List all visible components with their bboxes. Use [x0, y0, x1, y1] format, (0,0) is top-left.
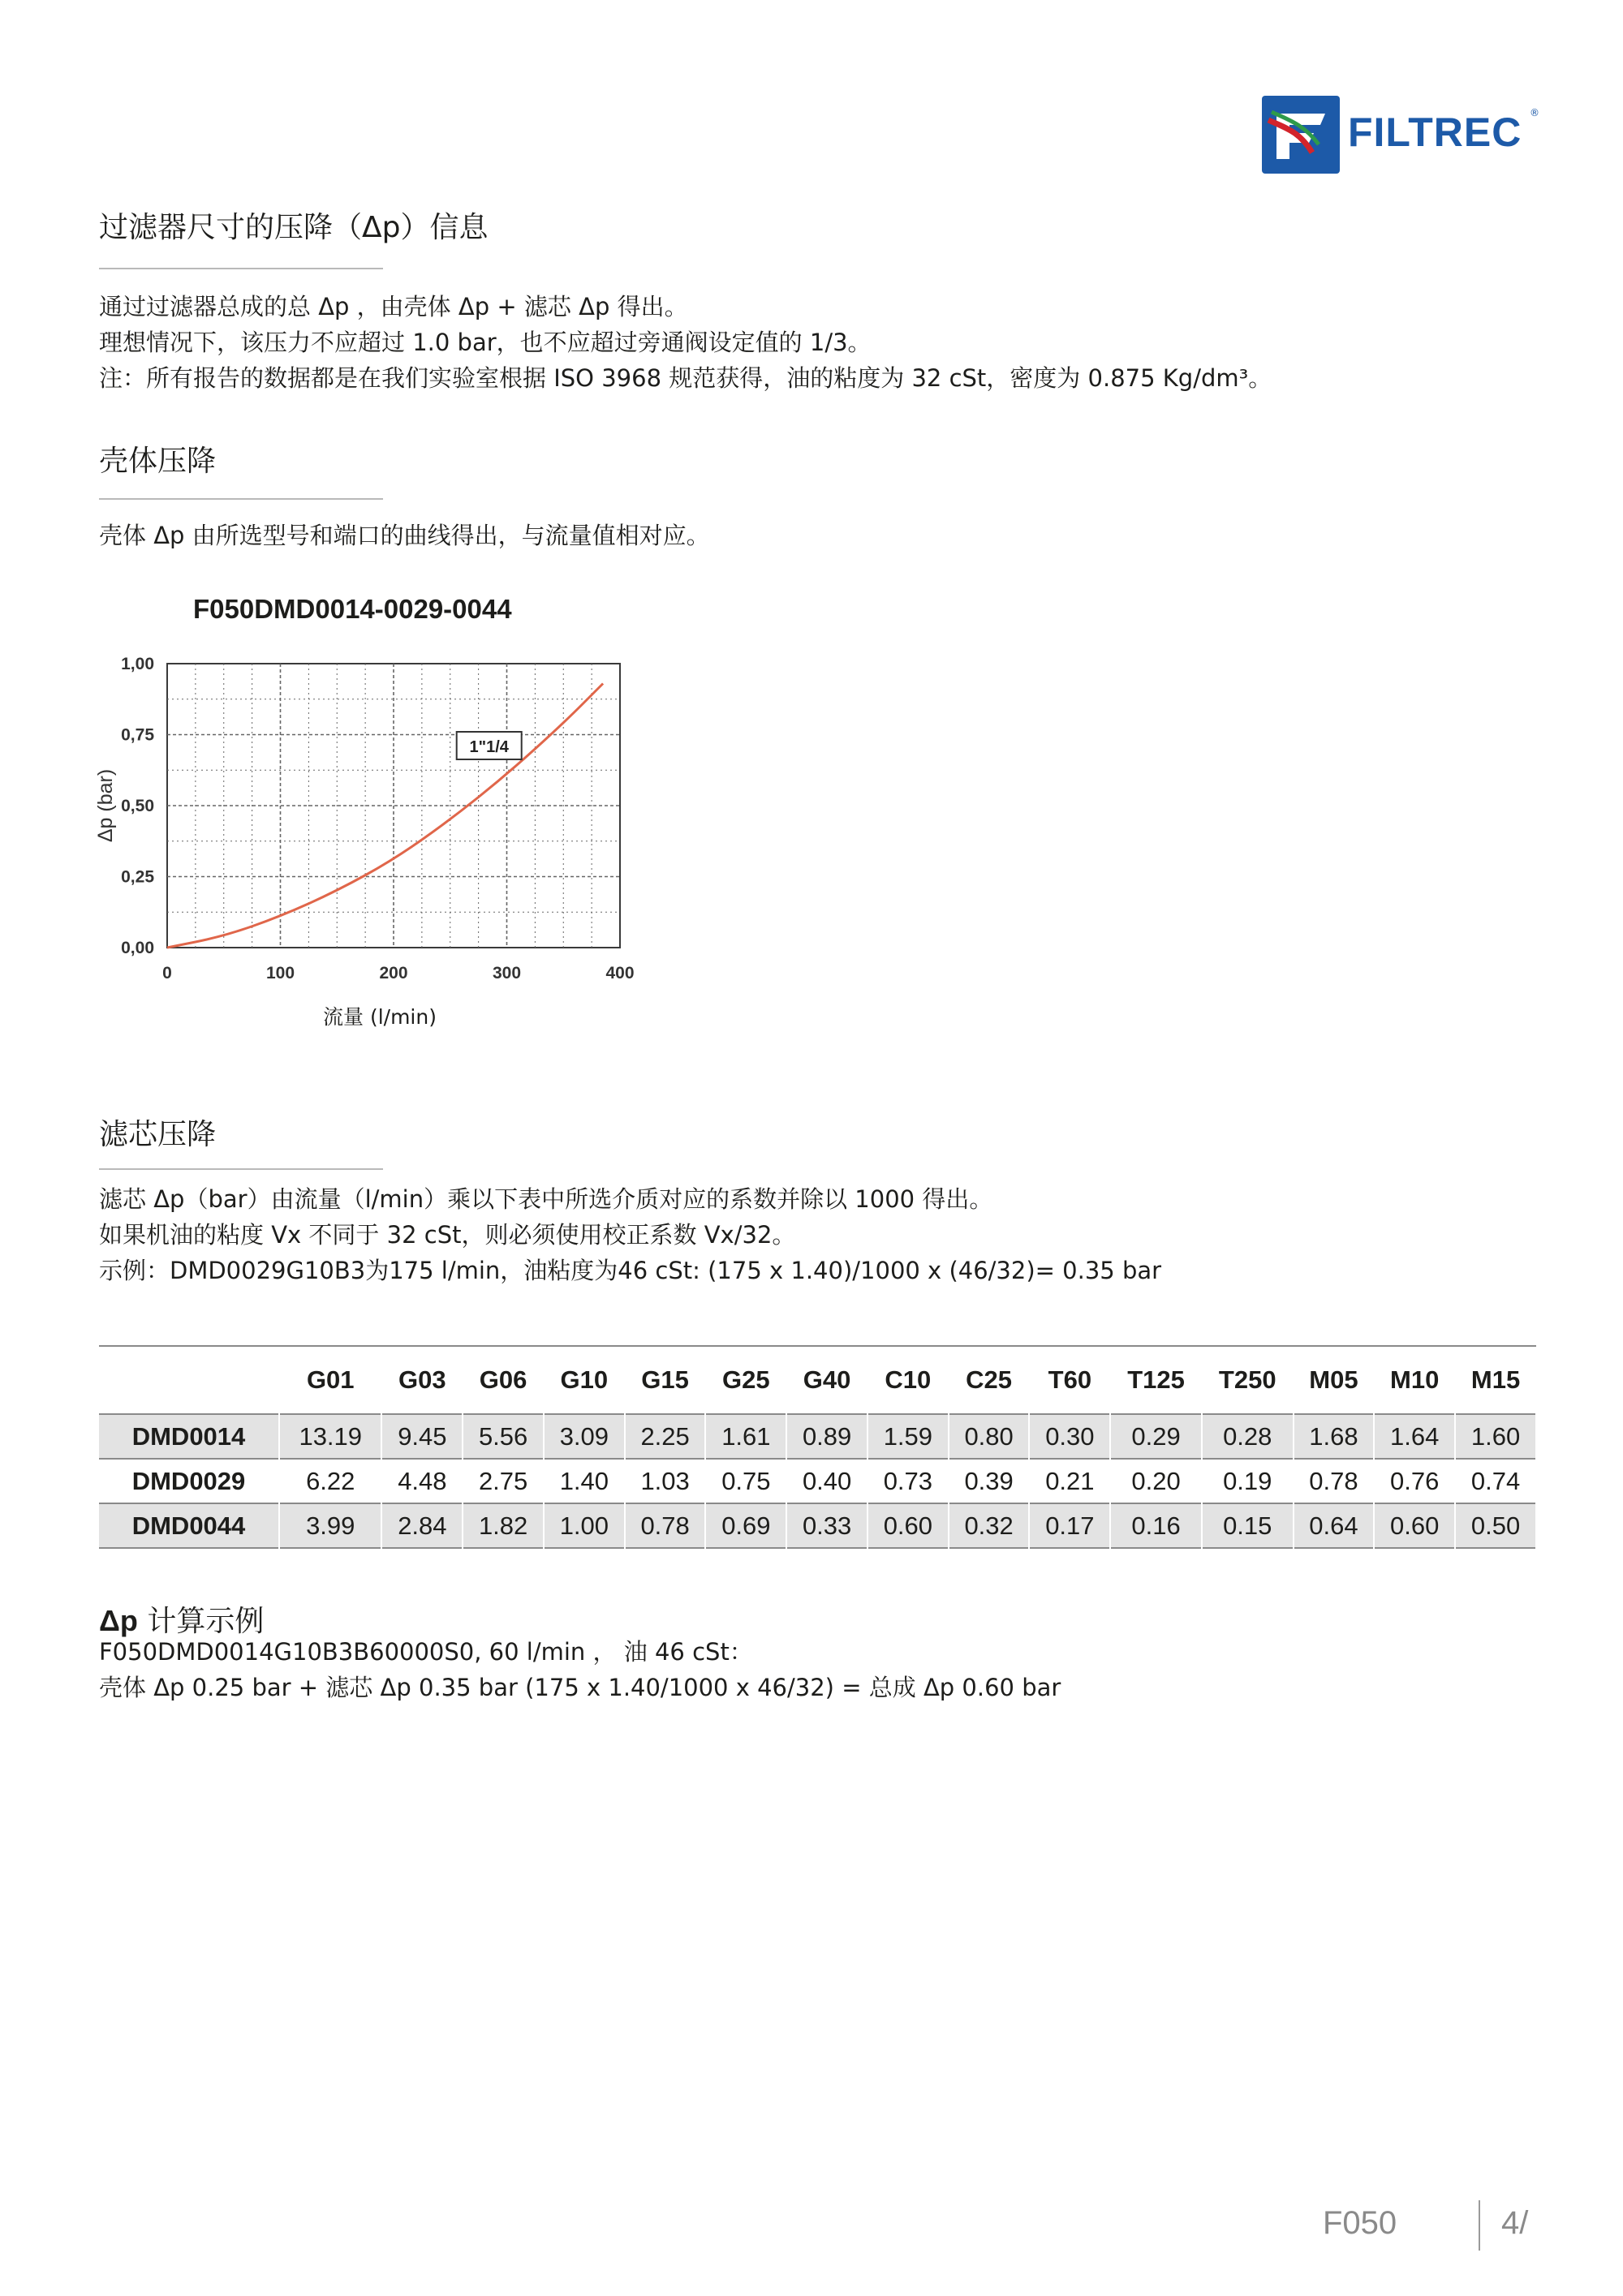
- footer-page-number: 4/: [1501, 2205, 1529, 2241]
- table-header-row: [99, 1346, 1536, 1414]
- table-cell: 9.45: [381, 1414, 463, 1459]
- table-row-label: DMD0044: [99, 1503, 279, 1548]
- table-cell: 0.33: [786, 1503, 867, 1548]
- x-tick-label: 200: [379, 964, 408, 982]
- table-cell: 0.15: [1202, 1503, 1294, 1548]
- pressure-drop-chart: [81, 625, 665, 1047]
- table-cell: 0.16: [1110, 1503, 1202, 1548]
- table-cell: 0.74: [1455, 1459, 1536, 1503]
- section4-line-1: F050DMD0014G10B3B60000S0, 60 l/min ， 油 46 cSt：: [99, 1638, 753, 1666]
- table-cell: 3.99: [279, 1503, 381, 1548]
- section2-title: 壳体压降: [99, 445, 217, 478]
- y-tick-label: 0,00: [121, 939, 154, 957]
- table-cell: 1.40: [544, 1459, 625, 1503]
- table-row: [99, 1414, 1536, 1459]
- y-tick-label: 0,25: [121, 867, 154, 887]
- annotation-label: 1"1/4: [469, 738, 509, 756]
- y-tick-label: 0,50: [121, 797, 154, 815]
- table-cell: 0.64: [1294, 1503, 1375, 1548]
- table-cell: 0.32: [949, 1503, 1030, 1548]
- table-cell: 0.39: [949, 1459, 1030, 1503]
- table-header-g25: G25: [722, 1365, 770, 1394]
- table-cell: 0.19: [1202, 1459, 1294, 1503]
- table-header-corner: [99, 1346, 279, 1414]
- table-cell: 1.64: [1374, 1414, 1455, 1459]
- table-header-m15: M15: [1470, 1365, 1521, 1394]
- table-cell: 0.60: [1374, 1503, 1455, 1548]
- table-row: [99, 1503, 1536, 1548]
- coefficient-table-wrap: [99, 1345, 1537, 1549]
- section3-line-2: 如果机油的粘度 Vx 不同于 32 cSt，则必须使用校正系数 Vx/32。: [99, 1221, 796, 1249]
- x-tick-label: 300: [492, 964, 522, 982]
- table-row-label: DMD0029: [99, 1459, 279, 1503]
- chart-xlabel: 流量 (l/min): [323, 1005, 437, 1029]
- footer-product-code: F050: [1323, 2205, 1397, 2241]
- table-cell: 2.25: [625, 1414, 706, 1459]
- section3-line-1: 滤芯 Δp（bar）由流量（l/min）乘以下表中所选介质对应的系数并除以 1000 得出。: [99, 1185, 993, 1213]
- table-cell: 0.28: [1202, 1414, 1294, 1459]
- table-header-g10: G10: [560, 1365, 609, 1394]
- table-header-g15: G15: [641, 1365, 689, 1394]
- table-header-c10: C10: [885, 1365, 932, 1394]
- table-header-g01: G01: [306, 1365, 355, 1394]
- section1-line-3: 注：所有报告的数据都是在我们实验室根据 ISO 3968 规范获得，油的粘度为 32 cSt，密度为 0.875 Kg/dm³。: [99, 364, 1272, 392]
- table-cell: 0.75: [705, 1459, 786, 1503]
- section2-rule: [99, 498, 383, 500]
- section2-line: 壳体 Δp 由所选型号和端口的曲线得出，与流量值相对应。: [99, 522, 710, 549]
- section1-line-1: 通过过滤器总成的总 Δp ，由壳体 Δp + 滤芯 Δp 得出。: [99, 293, 688, 320]
- section4-title-prefix: Δp: [99, 1604, 138, 1637]
- table-cell: 2.84: [381, 1503, 463, 1548]
- x-tick-label: 100: [265, 964, 295, 982]
- table-row-label: DMD0014: [99, 1414, 279, 1459]
- table-header-g40: G40: [803, 1365, 851, 1394]
- table-header-t125: T125: [1127, 1365, 1185, 1394]
- table-cell: 0.17: [1029, 1503, 1110, 1548]
- section3-line-3: 示例：DMD0029G10B3为175 l/min，油粘度为46 cSt: (175 x 1.40)/1000 x (46/32)= 0.35 bar: [99, 1257, 1162, 1284]
- section3-rule: [99, 1168, 383, 1170]
- table-body: [99, 1414, 1536, 1548]
- table-cell: 1.03: [625, 1459, 706, 1503]
- table-cell: 0.78: [625, 1503, 706, 1548]
- brand-name: FILTREC: [1348, 110, 1522, 155]
- table-cell: 0.50: [1455, 1503, 1536, 1548]
- table-cell: 0.60: [867, 1503, 949, 1548]
- chart-title: F050DMD0014-0029-0044: [193, 594, 512, 624]
- table-header-g03: G03: [398, 1365, 446, 1394]
- footer-separator: [1479, 2200, 1480, 2251]
- table-cell: 2.75: [463, 1459, 544, 1503]
- table-cell: 0.78: [1294, 1459, 1375, 1503]
- y-tick-label: 0,75: [121, 725, 154, 745]
- section1-rule: [99, 268, 383, 269]
- table-header-g06: G06: [479, 1365, 527, 1394]
- table-cell: 1.61: [705, 1414, 786, 1459]
- table-cell: 1.82: [463, 1503, 544, 1548]
- section1-line-2: 理想情况下，该压力不应超过 1.0 bar，也不应超过旁通阀设定值的 1/3。: [99, 329, 872, 356]
- y-tick-label: 1,00: [121, 655, 154, 673]
- table-cell: 0.76: [1374, 1459, 1455, 1503]
- x-tick-label: 400: [605, 964, 635, 982]
- table-cell: 0.30: [1029, 1414, 1110, 1459]
- table-header-t60: T60: [1048, 1365, 1092, 1394]
- table-header-t250: T250: [1218, 1365, 1276, 1394]
- section4-title-rest: 计算示例: [137, 1605, 265, 1638]
- brand-reg-mark: ®: [1530, 107, 1539, 118]
- x-tick-label: 0: [162, 964, 172, 982]
- filtrec-logo-icon: [1262, 96, 1340, 174]
- table-cell: 0.80: [949, 1414, 1030, 1459]
- filtrec-logo: [1262, 96, 1538, 174]
- table-row: [99, 1459, 1536, 1503]
- coefficient-table: [99, 1345, 1537, 1549]
- table-cell: 0.20: [1110, 1459, 1202, 1503]
- table-header-m10: M10: [1390, 1365, 1440, 1394]
- table-cell: 0.21: [1029, 1459, 1110, 1503]
- table-cell: 0.29: [1110, 1414, 1202, 1459]
- table-cell: 0.89: [786, 1414, 867, 1459]
- table-cell: 0.73: [867, 1459, 949, 1503]
- table-cell: 0.40: [786, 1459, 867, 1503]
- section1-title: 过滤器尺寸的压降（Δp）信息: [99, 211, 489, 244]
- table-cell: 1.00: [544, 1503, 625, 1548]
- table-cell: 13.19: [279, 1414, 381, 1459]
- y-axis-label: Δp (bar): [94, 768, 117, 843]
- table-cell: 4.48: [381, 1459, 463, 1503]
- section3-title: 滤芯压降: [99, 1118, 217, 1151]
- section4-line-2: 壳体 Δp 0.25 bar + 滤芯 Δp 0.35 bar (175 x 1.40/1000 x 46/32) = 总成 Δp 0.60 bar: [99, 1674, 1061, 1701]
- table-header-m05: M05: [1309, 1365, 1358, 1394]
- table-cell: 1.68: [1294, 1414, 1375, 1459]
- table-cell: 1.59: [867, 1414, 949, 1459]
- table-header-c25: C25: [966, 1365, 1013, 1394]
- table-cell: 5.56: [463, 1414, 544, 1459]
- table-cell: 6.22: [279, 1459, 381, 1503]
- table-cell: 0.69: [705, 1503, 786, 1548]
- table-cell: 3.09: [544, 1414, 625, 1459]
- table-cell: 1.60: [1455, 1414, 1536, 1459]
